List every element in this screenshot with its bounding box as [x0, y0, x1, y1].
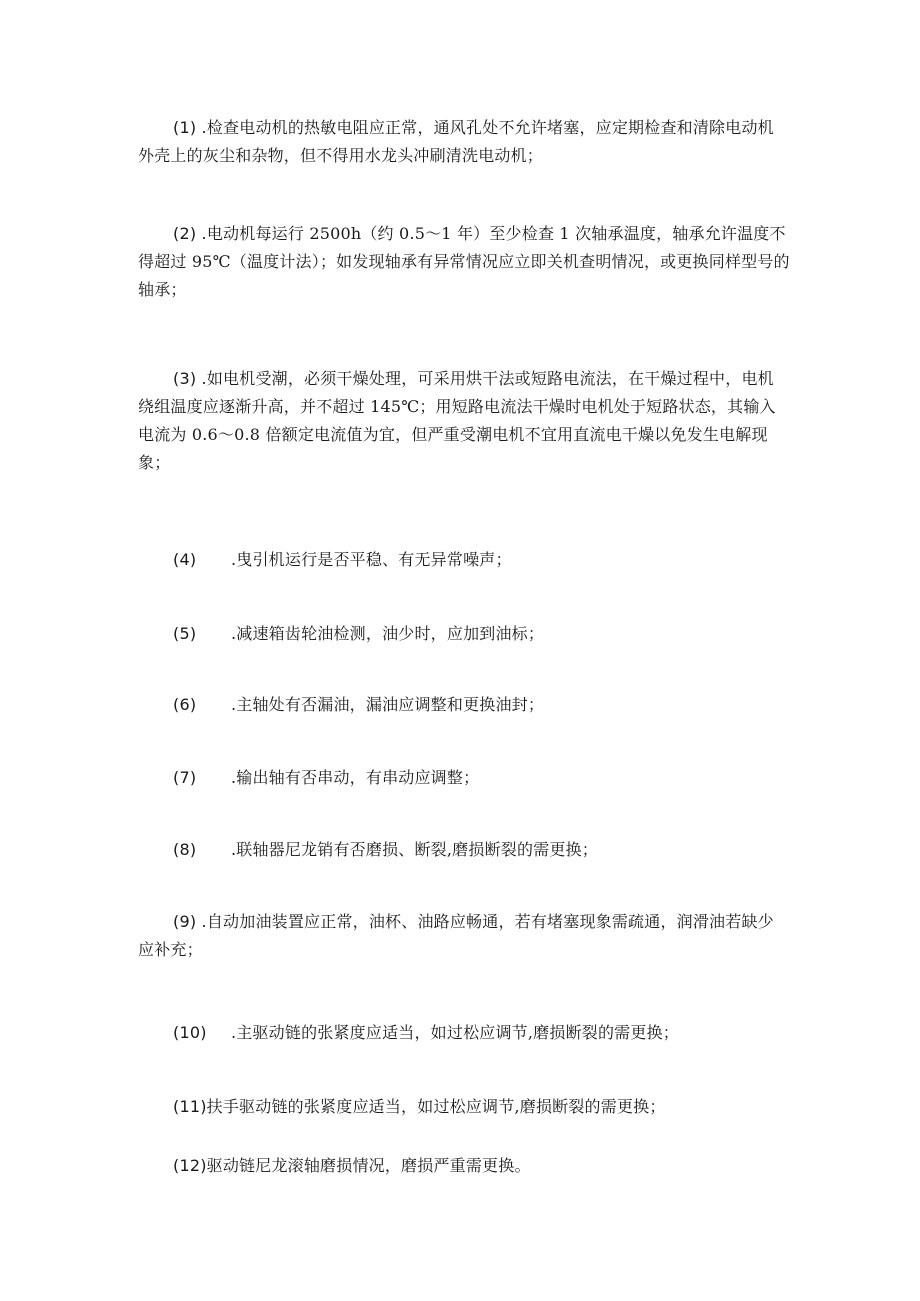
item-number: (2): [173, 224, 197, 243]
item-number: (8): [173, 840, 197, 859]
item-text: .输出轴有否串动，有串动应调整；: [231, 768, 480, 787]
item-number: (11): [173, 1097, 207, 1116]
list-item: [138, 220, 790, 304]
item-number: (9): [173, 912, 197, 931]
item-text: .检查电动机的热敏电阻应正常，通风孔处不允许堵塞，应定期检查和清除电动机外壳上的灰尘和杂物，但不得用水龙头冲刷清洗电动机；: [138, 118, 774, 165]
item-text: .减速箱齿轮油检测，油少时，应加到油标；: [231, 624, 545, 643]
item-number: (7): [173, 768, 197, 787]
item-number: (5): [173, 624, 197, 643]
item-text: 扶手驱动链的张紧度应适当，如过松应调节,磨损断裂的需更换；: [206, 1097, 666, 1116]
item-number: (3): [173, 369, 197, 388]
item-number: (4): [173, 550, 197, 569]
item-text: .联轴器尼龙销有否磨损、断裂,磨损断裂的需更换；: [231, 840, 598, 859]
item-text: 驱动链尼龙滚轴磨损情况，磨损严重需更换。: [206, 1156, 531, 1175]
list-item: [138, 836, 790, 864]
list-item: [138, 114, 790, 170]
item-number: (1): [173, 118, 197, 137]
item-text: .电动机每运行 2500h（约 0.5～1 年）至少检查 1 次轴承温度，轴承允许温度不得超过 95℃（温度计法）；如发现轴承有异常情况应立即关机查明情况，或更换同样型号的轴承；: [138, 224, 790, 299]
list-item: [138, 1093, 790, 1121]
list-item: [138, 1019, 790, 1047]
list-item: [138, 365, 790, 477]
item-number: (6): [173, 695, 197, 714]
item-text: .如电机受潮，必须干燥处理，可采用烘干法或短路电流法，在干燥过程中，电机绕组温度应逐渐升高，并不超过 145℃；用短路电流法干燥时电机处于短路状态，其输入电流为 0.6～0.8 倍额定电流值为宜，但严重受潮电机不宜用直流电干燥以免发生电解现象；: [138, 369, 776, 472]
list-item: [138, 764, 790, 792]
list-item: [138, 691, 790, 719]
list-item: [138, 908, 790, 964]
item-text: .主驱动链的张紧度应适当，如过松应调节,磨损断裂的需更换；: [231, 1023, 679, 1042]
list-item: [138, 1152, 790, 1180]
item-text: .曳引机运行是否平稳、有无异常噪声；: [231, 550, 512, 569]
item-number: (12): [173, 1156, 207, 1175]
list-item: [138, 620, 790, 648]
item-text: .自动加油装置应正常，油杯、油路应畅通，若有堵塞现象需疏通，润滑油若缺少应补充；: [138, 912, 774, 959]
list-item: [138, 546, 790, 574]
item-number: (10): [173, 1023, 207, 1042]
item-text: .主轴处有否漏油，漏油应调整和更换油封；: [231, 695, 545, 714]
